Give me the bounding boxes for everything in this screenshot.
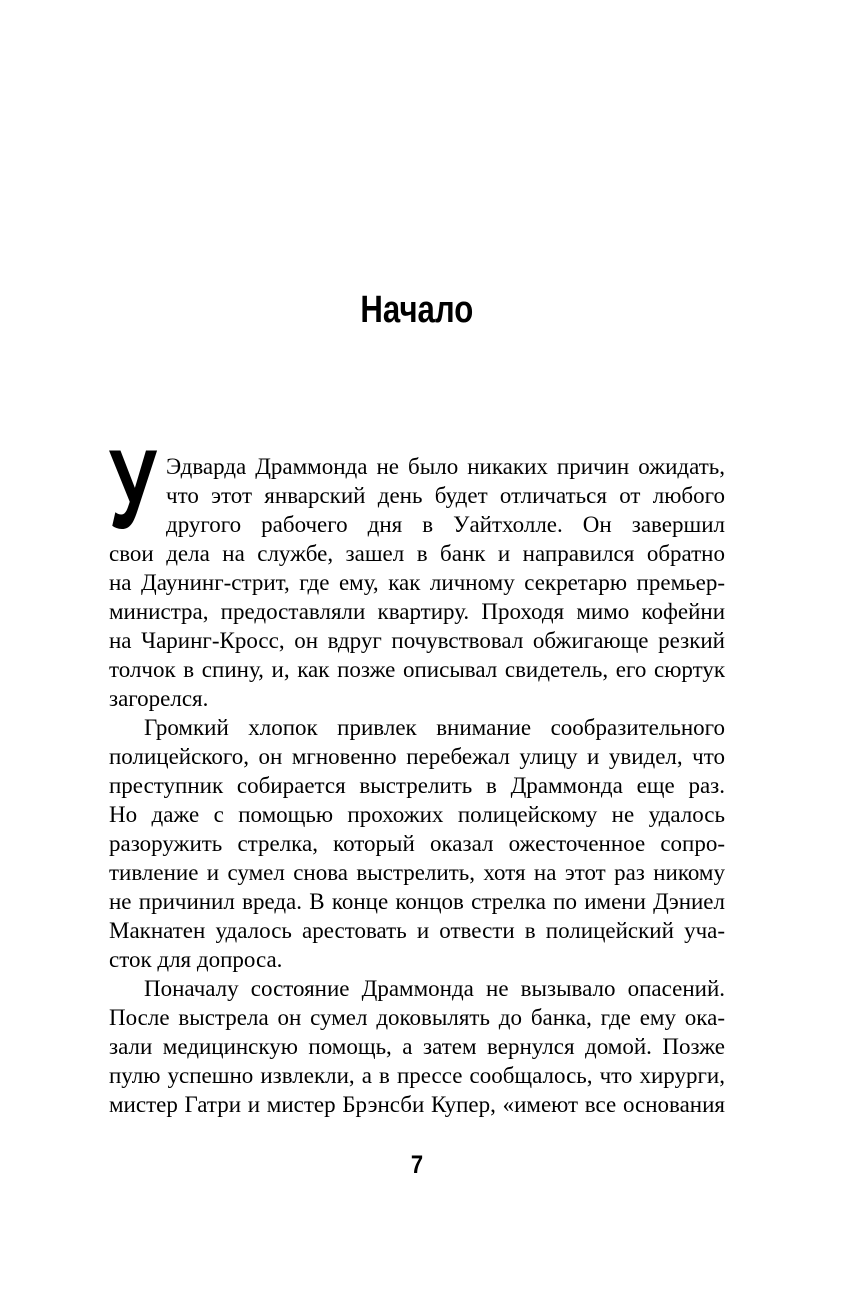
text-line: полицейского, он мгновенно перебежал улицу и увидел, что (109, 744, 725, 769)
paragraph (109, 974, 725, 1119)
body-text (109, 427, 725, 1119)
page-number-value: 7 (410, 1151, 424, 1179)
text-line: Поначалу состояние Драммонда не вызывало опасений. (144, 976, 725, 1001)
chapter-title (109, 291, 725, 329)
text-line: другого рабочего дня в Уайтхолле. Он завершил (166, 512, 725, 537)
text-line: министра, предоставляли квартиру. Проходя мимо кофейни (109, 599, 725, 624)
text-line: После выстрела он сумел доковылять до банка, где ему ока- (109, 1005, 725, 1030)
text-line: разоружить стрелка, который оказал ожесточенное сопро- (109, 831, 725, 856)
text-line: не причинил вреда. В конце концов стрелка по имени Дэниел (109, 889, 725, 914)
paragraph (109, 452, 725, 713)
text-line: Макнатен удалось арестовать и отвести в полицейский уча- (109, 918, 725, 943)
text-line: зали медицинскую помощь, а затем вернулся домой. Позже (109, 1034, 725, 1059)
paragraph (109, 713, 725, 974)
drop-cap-letter: У (109, 427, 157, 552)
text-line: на Чаринг-Кросс, он вдруг почувствовал обжигающе резкий (109, 628, 725, 653)
text-line: пулю успешно извлекли, а в прессе сообщалось, что хирурги, (109, 1063, 725, 1088)
text-line: мистер Гатри и мистер Брэнсби Купер, «имеют все основания (109, 1092, 725, 1117)
page-number (109, 1153, 725, 1178)
text-line: Громкий хлопок привлек внимание сообразительного (144, 715, 725, 740)
text-line: свои дела на службе, зашел в банк и направился обратно (109, 541, 725, 566)
text-line: на Даунинг-стрит, где ему, как личному секретарю премьер- (109, 570, 725, 595)
text-line: тивление и сумел снова выстрелить, хотя на этот раз никому (109, 860, 725, 885)
chapter-title-text: Начало (360, 289, 474, 331)
text-line: Эдварда Драммонда не было никаких причин ожидать, (166, 454, 725, 479)
text-line: преступник собирается выстрелить в Драммонда еще раз. (109, 773, 725, 798)
text-line: что этот январский день будет отличаться от любого (166, 483, 725, 508)
drop-cap (109, 427, 166, 552)
text-line: Но даже с помощью прохожих полицейскому не удалось (109, 802, 725, 827)
text-line: загорелся. (109, 686, 209, 711)
text-line: толчок в спину, и, как позже описывал свидетель, его сюртук (109, 657, 725, 682)
text-line: сток для допроса. (109, 947, 283, 972)
